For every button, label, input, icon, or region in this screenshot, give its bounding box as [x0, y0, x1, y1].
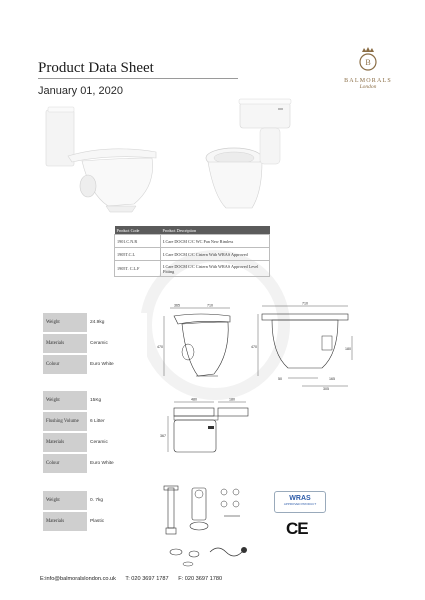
footer-email[interactable]: E:info@balmoralslondon.co.uk: [40, 576, 116, 582]
crest-icon: [356, 46, 380, 72]
dimension-label: 180: [229, 397, 235, 402]
fitting-spec-table: [43, 491, 147, 531]
product-code-cell: 1905T.C.L: [115, 248, 161, 261]
table-row: [115, 248, 270, 261]
wras-approved-badge: [274, 491, 326, 513]
spec-row: [43, 511, 147, 531]
document-date: January 01, 2020: [38, 85, 124, 97]
table-row: [115, 261, 270, 277]
dimension-label: 50: [278, 377, 282, 381]
ce-mark: CE: [286, 519, 308, 538]
spec-label: Weight: [43, 391, 87, 411]
spec-row: [43, 453, 147, 473]
spec-row: [43, 391, 147, 411]
spec-label: Materials: [43, 333, 87, 354]
product-code-cell: 1905T. C.L.F: [115, 261, 161, 277]
flush-fitting-parts-illustration: [158, 482, 258, 570]
pan-spec-table: [43, 313, 147, 374]
spec-label: Colour: [43, 453, 87, 473]
page-title: Product Data Sheet: [38, 60, 154, 76]
spec-row: [43, 313, 147, 333]
spec-label: Colour: [43, 354, 87, 374]
dimension-label: 367: [160, 434, 166, 438]
title-divider: [38, 78, 238, 79]
wras-logo-text: WRAS: [289, 495, 311, 502]
wras-subtitle: APPROVED PRODUCT: [283, 502, 317, 506]
spec-label: Weight: [43, 491, 87, 511]
spec-value: Euro White: [87, 453, 147, 473]
svg-text:B: B: [365, 58, 371, 67]
dimension-label: 710: [207, 303, 213, 308]
product-description-cell: I.Care DOCM C/C Cistern With WRAS Approved Level Fitting: [161, 261, 270, 277]
brand-name: BALMORALS: [344, 78, 392, 84]
spec-row: [43, 354, 147, 374]
product-code-table: [114, 226, 270, 277]
spec-value: Ceramic: [87, 333, 147, 354]
spec-value: 15Kg: [87, 391, 147, 411]
spec-label: Weight: [43, 313, 87, 333]
spec-value: Euro White: [87, 354, 147, 374]
footer-fax: F: 020 3697 1780: [178, 576, 223, 582]
spec-row: [43, 333, 147, 354]
dimension-label: 710: [302, 301, 308, 306]
dimension-label: 470: [157, 345, 163, 349]
spec-label: Materials: [43, 432, 87, 453]
spec-row: [43, 491, 147, 511]
product-photo-side: [38, 106, 166, 214]
dimension-label: 470: [251, 345, 257, 349]
table-row: [115, 235, 270, 248]
dimension-label: 180: [345, 347, 351, 351]
spec-row: [43, 411, 147, 432]
spec-value: 6 Litter: [87, 411, 147, 432]
column-header: Product Description: [161, 226, 270, 235]
product-code-cell: 1901.C.N.R: [115, 235, 161, 248]
product-description-cell: I.Care DOCM C/C Cistern With WRAS Approved: [161, 248, 270, 261]
spec-value: 0. 7kg: [87, 491, 147, 511]
product-photo-front: [196, 96, 296, 220]
spec-value: Ceramic: [87, 432, 147, 453]
dimension-label: 305: [323, 387, 329, 391]
cistern-spec-table: [43, 391, 147, 473]
spec-value: 24.9kg: [87, 313, 147, 333]
spec-value: Plastic: [87, 511, 147, 531]
brand-logo: [338, 46, 398, 90]
pan-side-drawing: [157, 302, 238, 392]
spec-row: [43, 432, 147, 453]
dimension-label: 165: [329, 377, 335, 381]
dimension-label: 365: [174, 303, 180, 308]
cistern-drawing: [160, 396, 280, 468]
spec-label: Flushing Volume: [43, 411, 87, 432]
contact-footer: [40, 576, 230, 582]
product-description-cell: I.Care DOCM C/C WC Pan New Rimless: [161, 235, 270, 248]
dimension-label: 480: [191, 397, 197, 402]
pan-front-drawing: [252, 300, 358, 396]
column-header: Product Code: [115, 226, 161, 235]
spec-label: Materials: [43, 511, 87, 531]
footer-telephone: T: 020 3697 1787: [125, 576, 169, 582]
brand-subtitle: London: [359, 84, 377, 90]
table-header-row: [115, 226, 270, 235]
